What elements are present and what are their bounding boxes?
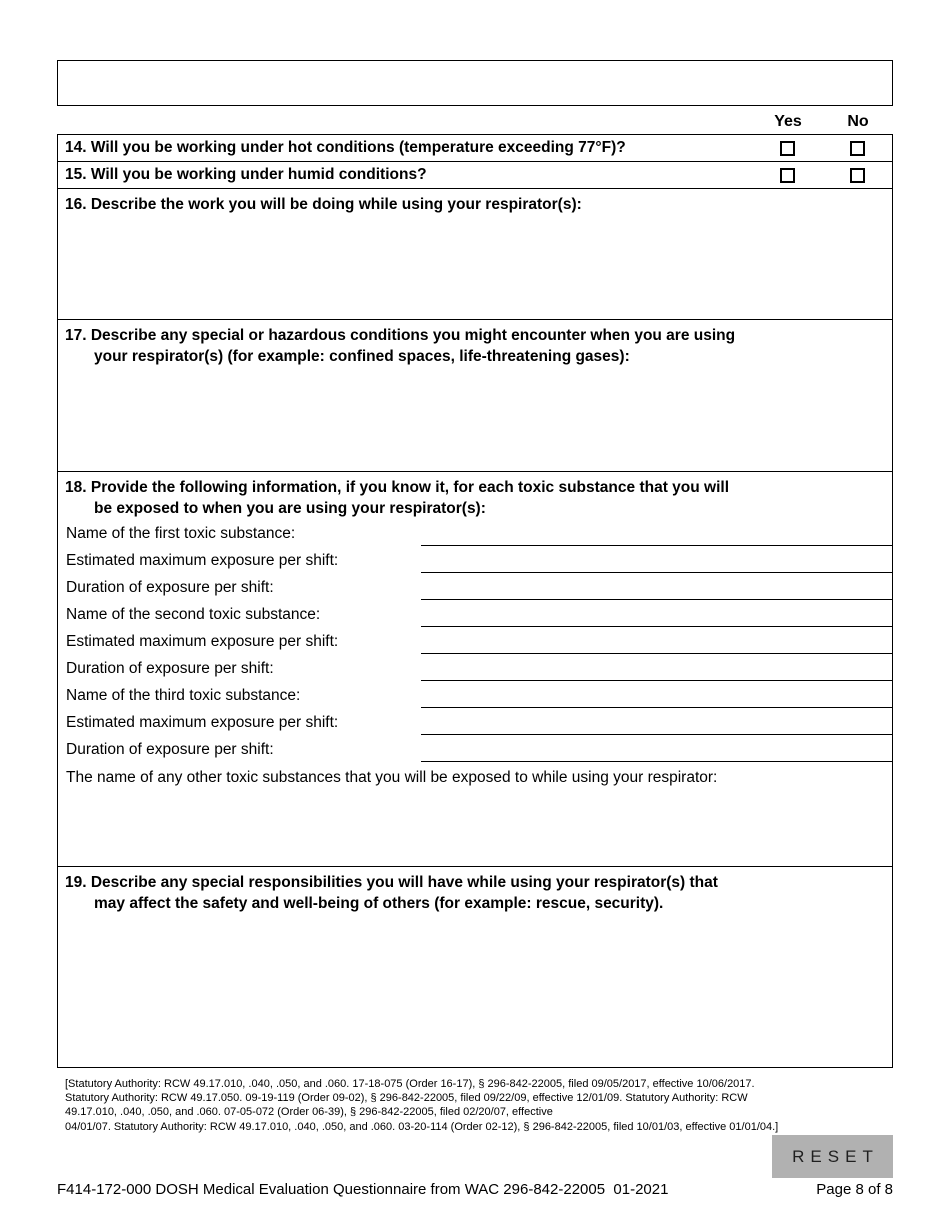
question-15-row [58,162,892,189]
question-18-text-line1: 18. Provide the following information, if you know it, for each toxic substance that you will [65,479,729,496]
field-label: Estimated maximum exposure per shift: [66,714,339,731]
field-label: Duration of exposure per shift: [66,660,274,677]
question-19-row [58,867,892,1067]
field-row-substance2-exposure [58,627,892,654]
toxic-substance-3-duration-input[interactable] [421,736,892,762]
field-row-substance1-exposure [58,546,892,573]
field-row-substance3-exposure [58,708,892,735]
toxic-substance-3-max-exposure-input[interactable] [421,709,892,735]
q14-no-checkbox[interactable] [850,141,865,156]
question-18-heading [58,472,892,519]
question-19-text-line1: 19. Describe any special responsibilities you will have while using your respirator(s) that [65,874,718,891]
footer-page-number: Page 8 of 8 [816,1181,893,1198]
toxic-substance-1-duration-input[interactable] [421,574,892,600]
question-18-text-line2: be exposed to when you are using your respirator(s): [94,500,486,517]
statute-line-1: [Statutory Authority: RCW 49.17.010, .040, .050, and .060. 17-18-075 (Order 16-17), § 296-842-22005, filed 09/05/2017, effective 10/06/2017. [65,1078,755,1090]
q19-answer-area[interactable] [65,914,885,1067]
statute-line-4: 04/01/07. Statutory Authority: RCW 49.17.010, .040, .050, and .060. 03-20-114 (Order 02-12), § 296-842-22005, filed 10/01/03, effective 01/01/04.] [65,1120,779,1133]
question-16-text: 16. Describe the work you will be doing while using your respirator(s): [65,196,582,213]
toxic-substance-1-name-input[interactable] [421,520,892,546]
questionnaire-table [57,60,893,1068]
field-row-substance2-duration [58,654,892,681]
q15-yes-checkbox[interactable] [780,168,795,183]
other-substances-answer-area[interactable] [58,788,892,866]
question-17-row [58,320,892,472]
toxic-substance-1-max-exposure-input[interactable] [421,547,892,573]
reset-button[interactable]: RESET [772,1135,893,1178]
question-16-row [58,189,892,320]
questions-table [57,134,893,1068]
field-label: Estimated maximum exposure per shift: [66,633,339,650]
footer-form-number: F414-172-000 DOSH Medical Evaluation Questionnaire from WAC 296-842-22005 01-2021 [57,1181,669,1198]
question-14-row [58,135,892,162]
q15-no-checkbox[interactable] [850,168,865,183]
field-label: Name of the second toxic substance: [66,606,321,623]
q16-answer-area[interactable] [65,215,885,319]
question-19-text-line2: may affect the safety and well-being of others (for example: rescue, security). [94,895,664,912]
field-label: Name of the third toxic substance: [66,687,301,704]
question-17-text-line1: 17. Describe any special or hazardous conditions you might encounter when you are using [65,327,736,344]
field-label: Duration of exposure per shift: [66,741,274,758]
yes-no-header [57,106,893,134]
field-label: Name of the first toxic substance: [66,525,296,542]
field-row-substance2-name [58,600,892,627]
question-15-text: 15. Will you be working under humid conditions? [65,166,427,183]
field-row-substance1-duration [58,573,892,600]
page-footer [57,1181,893,1198]
field-row-substance1-name [58,519,892,546]
other-substances-label: The name of any other toxic substances that you will be exposed to while using your respirator: [66,769,718,786]
field-label: Duration of exposure per shift: [66,579,274,596]
q15-no-cell [822,168,892,183]
empty-answer-box [57,60,893,106]
field-row-substance3-name [58,681,892,708]
question-18-row [58,472,892,867]
field-row-substance3-duration [58,735,892,762]
q14-yes-checkbox[interactable] [780,141,795,156]
q14-yes-cell [752,141,822,156]
toxic-substance-2-duration-input[interactable] [421,655,892,681]
toxic-substance-2-name-input[interactable] [421,601,892,627]
yes-column-header: Yes [774,113,802,130]
toxic-substance-3-name-input[interactable] [421,682,892,708]
question-17-text-line2: your respirator(s) (for example: confined spaces, life-threatening gases): [94,348,630,365]
statute-line-3: 49.17.010, .040, .050, and .060. 07-05-072 (Order 06-39), § 296-842-22005, filed 02/20/07, effective [65,1106,553,1119]
toxic-substance-2-max-exposure-input[interactable] [421,628,892,654]
field-label: Estimated maximum exposure per shift: [66,552,339,569]
q17-answer-area[interactable] [65,367,885,471]
question-14-text: 14. Will you be working under hot conditions (temperature exceeding 77°F)? [65,139,626,156]
q15-yes-cell [752,168,822,183]
statutory-authority-note [65,1077,885,1134]
statute-line-2: Statutory Authority: RCW 49.17.050. 09-19-119 (Order 09-02), § 296-842-22005, filed 09/22/09, effective 12/01/09. Statutory Authority: RCW [65,1092,748,1105]
no-column-header: No [847,113,869,130]
q14-no-cell [822,141,892,156]
